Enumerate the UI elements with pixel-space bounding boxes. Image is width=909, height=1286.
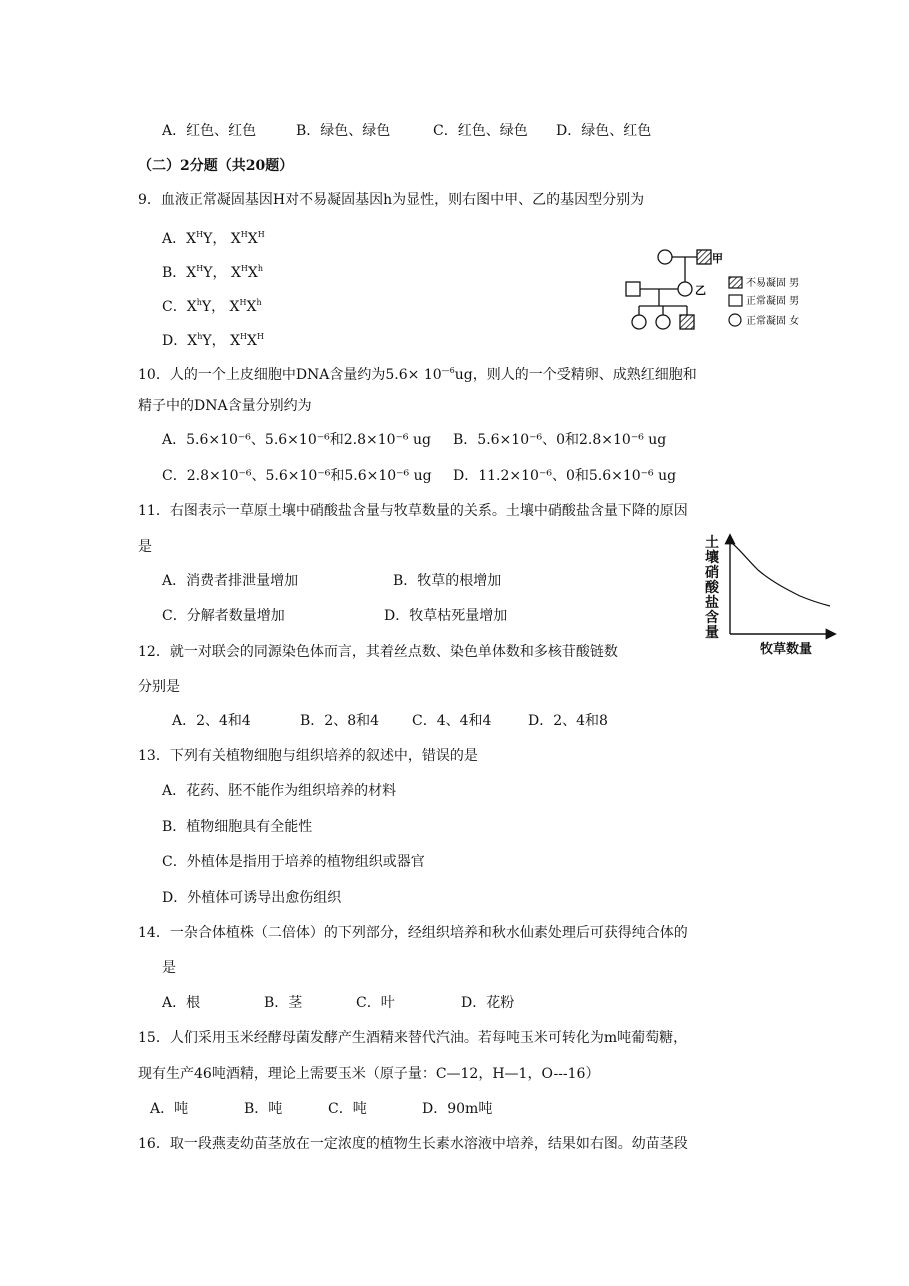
q11-option-d: D．牧草枯死量增加	[384, 608, 508, 624]
q12-option-c: C．4、4和4	[412, 713, 492, 729]
q9-stem: 9．血液正常凝固基因H对不易凝固基因h为显性，则右图中甲、乙的基因型分别为	[138, 192, 645, 208]
q13-option-a: A．花药、胚不能作为组织培养的材料	[162, 783, 397, 799]
legend-normal-female: 正常凝固 女	[746, 316, 800, 327]
yi-female	[678, 282, 692, 296]
q14-stem-line2: 是	[162, 960, 176, 976]
legend-affected-male: 不易凝固 男	[746, 278, 800, 289]
gen1-female	[658, 250, 672, 264]
q12-stem-line2: 分别是	[138, 679, 180, 695]
q10-option-b: B．5.6×10⁻⁶、0和2.8×10⁻⁶ ug	[453, 432, 667, 448]
nitrate-curve	[733, 544, 830, 606]
gen3-female-1	[632, 315, 646, 329]
q10-option-a: A．5.6×10⁻⁶、5.6×10⁻⁶和2.8×10⁻⁶ ug	[162, 432, 431, 448]
gen2-male	[626, 282, 640, 296]
yi-label: 乙	[695, 284, 706, 297]
jia-label: 甲	[712, 252, 723, 265]
q8-option-c: C．红色、绿色	[433, 123, 528, 139]
q10-option-c: C．2.8×10⁻⁶、5.6×10⁻⁶和5.6×10⁻⁶ ug	[162, 468, 432, 484]
q11-stem-line1: 11．右图表示一草原土壤中硝酸盐含量与牧草数量的关系。土壤中硝酸盐含量下降的原因	[138, 503, 688, 519]
section-header: （二）2分题（共20题）	[138, 158, 294, 174]
q9-option-c: C．$X^hY$， $X^HX^h$	[162, 298, 262, 315]
pedigree-diagram	[615, 240, 825, 340]
q15-option-a: A．吨	[150, 1101, 189, 1117]
q9-option-b: B．$X^HY$， $X^HX^h$	[162, 264, 264, 281]
q9-option-d: D．$X^hY$， $X^HX^H$	[162, 332, 264, 349]
q14-option-d: D．花粉	[461, 995, 515, 1011]
legend-normal-male-icon	[729, 295, 742, 306]
q15-stem-line1: 15．人们采用玉米经酵母菌发酵产生酒精来替代汽油。若每吨玉米可转化为m吨葡萄糖，	[138, 1030, 688, 1046]
q11-option-c: C．分解者数量增加	[162, 608, 285, 624]
q12-option-b: B．2、8和4	[300, 713, 380, 729]
legend-normal-male: 正常凝固 男	[746, 296, 800, 307]
q10-stem-line2: 精子中的DNA含量分别约为	[138, 398, 312, 414]
q8-option-b: B．绿色、绿色	[296, 123, 391, 139]
q14-stem-line1: 14．一杂合体植株（二倍体）的下列部分，经组织培养和秋水仙素处理后可获得纯合体的	[138, 925, 688, 941]
q13-option-b: B．植物细胞具有全能性	[162, 819, 313, 835]
q15-option-d: D．90m吨	[422, 1101, 493, 1117]
q8-option-a: A．红色、红色	[162, 123, 257, 139]
q9-option-a: A．$X^HY$， $X^HX^H$	[162, 230, 265, 247]
q10-stem-line1: 10．人的一个上皮细胞中DNA含量约为$5.6\times 10^{—6}ug$，则人的一个受精卵、成熟红细胞和	[138, 366, 697, 383]
jia-affected-male	[697, 250, 711, 264]
gen3-affected-male	[680, 315, 694, 329]
legend-affected-male-icon	[729, 277, 742, 288]
q14-option-a: A．根	[162, 995, 201, 1011]
q12-option-a: A．2、4和4	[172, 713, 251, 729]
q11-option-b: B．牧草的根增加	[393, 573, 502, 589]
q13-option-c: C．外植体是指用于培养的植物组织或器官	[162, 854, 425, 870]
q8-option-d: D．绿色、红色	[556, 123, 652, 139]
q14-option-b: B．茎	[264, 995, 303, 1011]
q13-option-d: D．外植体可诱导出愈伤组织	[162, 890, 342, 906]
q15-option-b: B．吨	[244, 1101, 283, 1117]
q14-option-c: C．叶	[356, 995, 395, 1011]
gen3-female-2	[656, 315, 670, 329]
q12-stem-line1: 12．就一对联会的同源染色体而言，其着丝点数、染色单体数和多核苷酸链数	[138, 644, 618, 660]
q15-stem-line2: 现有生产46吨酒精，理论上需要玉米（原子量：C—12，H—1，O---16）	[138, 1066, 600, 1082]
chart-xlabel: 牧草数量	[760, 642, 813, 657]
q10-option-d: D．11.2×10⁻⁶、0和5.6×10⁻⁶ ug	[453, 468, 677, 484]
chart-ylabel: 土壤硝酸盐含量	[705, 535, 719, 641]
q16-stem: 16．取一段燕麦幼苗茎放在一定浓度的植物生长素水溶液中培养，结果如右图。幼苗茎段	[138, 1136, 688, 1152]
q11-option-a: A．消费者排泄量增加	[162, 573, 299, 589]
legend-normal-female-icon	[729, 314, 741, 326]
q13-stem: 13．下列有关植物细胞与组织培养的叙述中，错误的是	[138, 748, 478, 764]
q12-option-d: D．2、4和8	[528, 713, 608, 729]
q15-option-c: C．吨	[328, 1101, 367, 1117]
q11-stem-line2: 是	[138, 539, 152, 555]
